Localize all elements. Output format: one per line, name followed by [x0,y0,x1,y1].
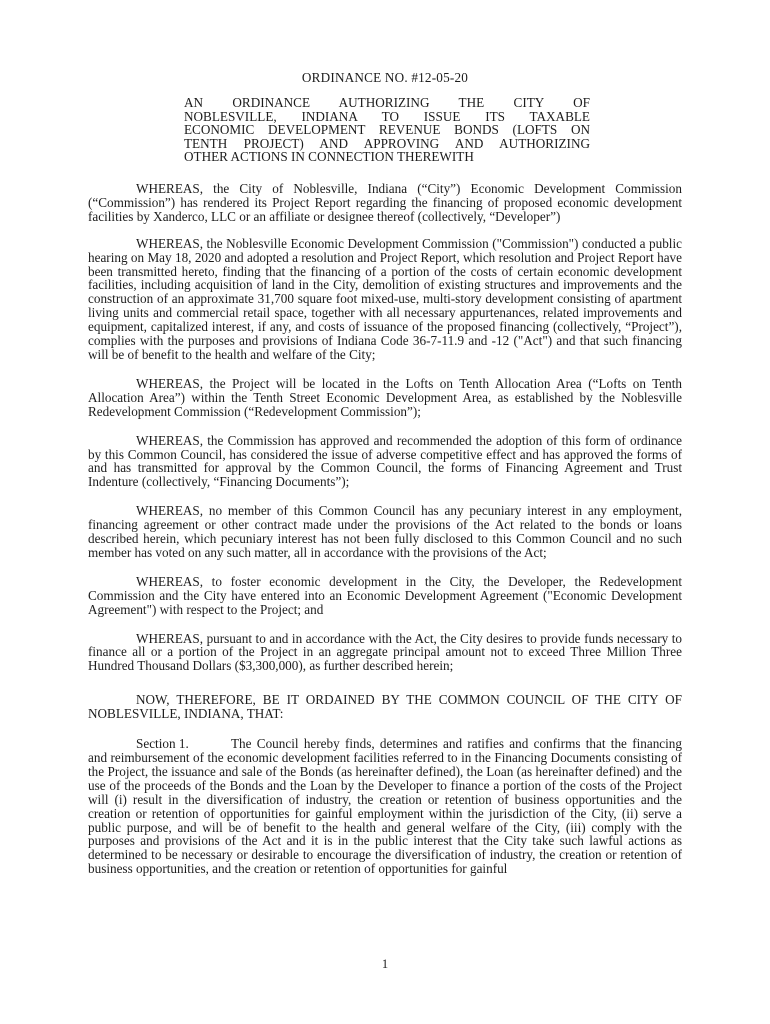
whereas-paragraph: WHEREAS, no member of this Common Council has any pecuniary interest in any employment, financing agreement or other contract made under the provisions of the Act related to the bonds or loans described herein, which pecuniary interest has not been fully disclosed to this Common Council and no such member has voted on any such matter, all in accordance with the provisions of the Act; [88,503,682,560]
whereas-paragraph: WHEREAS, to foster economic development in the City, the Developer, the Redevelopment Commission and the City have entered into an Economic Development Agreement ("Economic Development Agreement") with respect to the Project; and [88,573,682,617]
section-1-text: The Council hereby finds, determines and ratifies and confirms that the financing and reimbursement of the economic development facilities referred to in the Financing Documents consisting of the Project, the issuance and sale of the Bonds (as hereinafter defined), the Loan (as hereinafter defined) and the use of the proceeds of the Bonds and the Loan by the Developer to finance a portion of the costs of the Project will (i) result in the diversification of industry, the creation or retention of business opportunities and the creation or retention of opportunities for gainful employment within the jurisdiction of the City, (ii) serve a public purpose, and will be of benefit to the health and general welfare of the City, (iii) comply with the purposes and provisions of the Act and it is in the public interest that the City take such lawful actions as determined to be necessary or desirable to encourage the diversification of industry, the creation or retention of business opportunities, and the creation or retention of opportunities for gainful [88,736,682,877]
section-1-paragraph [88,737,682,876]
whereas-paragraph: WHEREAS, the Commission has approved and recommended the adoption of this form of ordinance by this Common Council, has considered the issue of adverse competitive effect and has approved the forms of and has transmitted for approval by the Common Council, the forms of Financing Agreement and Trust Indenture (collectively, “Financing Documents”); [88,432,682,490]
caption-line: ECONOMIC DEVELOPMENT REVENUE BONDS (LOFTS ON [184,122,590,138]
enacting-clause: NOW, THEREFORE, BE IT ORDAINED BY THE COMMON COUNCIL OF THE CITY OF NOBLESVILLE, INDIANA, THAT: [88,692,682,722]
ordinance-caption [184,96,590,164]
caption-line: AN ORDINANCE AUTHORIZING THE CITY OF [184,95,590,110]
ordinance-title: ORDINANCE NO. #12-05-20 [301,70,469,85]
page-number: 1 [381,957,389,971]
ordinance-body [88,182,682,891]
caption-line: OTHER ACTIONS IN CONNECTION THEREWITH [184,149,474,165]
whereas-paragraph: WHEREAS, pursuant to and in accordance with the Act, the City desires to provide funds necessary to finance all or a portion of the Project in an aggregate principal amount not to exceed Three Million Three Hundred Thousand Dollars ($3,300,000), as further described herein; [88,630,682,674]
caption-line: NOBLESVILLE, INDIANA TO ISSUE ITS TAXABLE [184,108,590,124]
section-label: Section 1. [136,736,189,752]
whereas-paragraph: WHEREAS, the Project will be located in the Lofts on Tenth Allocation Area (“Lofts on Tenth Allocation Area”) within the Tenth Street Economic Development Area, as established by the Noblesville Redevelopment Commission (“Redevelopment Commission”); [88,375,682,419]
whereas-paragraph: WHEREAS, the City of Noblesville, Indiana (“City”) Economic Development Commission (“Commission”) has rendered its Project Report regarding the financing of proposed economic development facilities by Xanderco, LLC or an affiliate or designee thereof (collectively, “Developer”) [88,181,682,224]
whereas-paragraph: WHEREAS, the Noblesville Economic Development Commission ("Commission") conducted a public hearing on May 18, 2020 and adopted a resolution and Project Report, which resolution and Project Report have been transmitted hereto, finding that the financing of a portion of the costs of certain economic development facilities, including acquisition of land in the City, demolition of existing structures and improvements and the construction of an approximate 31,700 square foot mixed-use, multi-story development consisting of apartment living units and commercial retail space, together with all necessary appurtenances, related improvements and equipment, capitalized interest, if any, and costs of issuance of the proposed financing (collectively, “Project”), complies with the purposes and provisions of Indiana Code 36-7-11.9 and -12 ("Act") and that such financing will be of benefit to the health and welfare of the City; [88,235,682,362]
caption-line: TENTH PROJECT) AND APPROVING AND AUTHORIZING [184,135,590,151]
